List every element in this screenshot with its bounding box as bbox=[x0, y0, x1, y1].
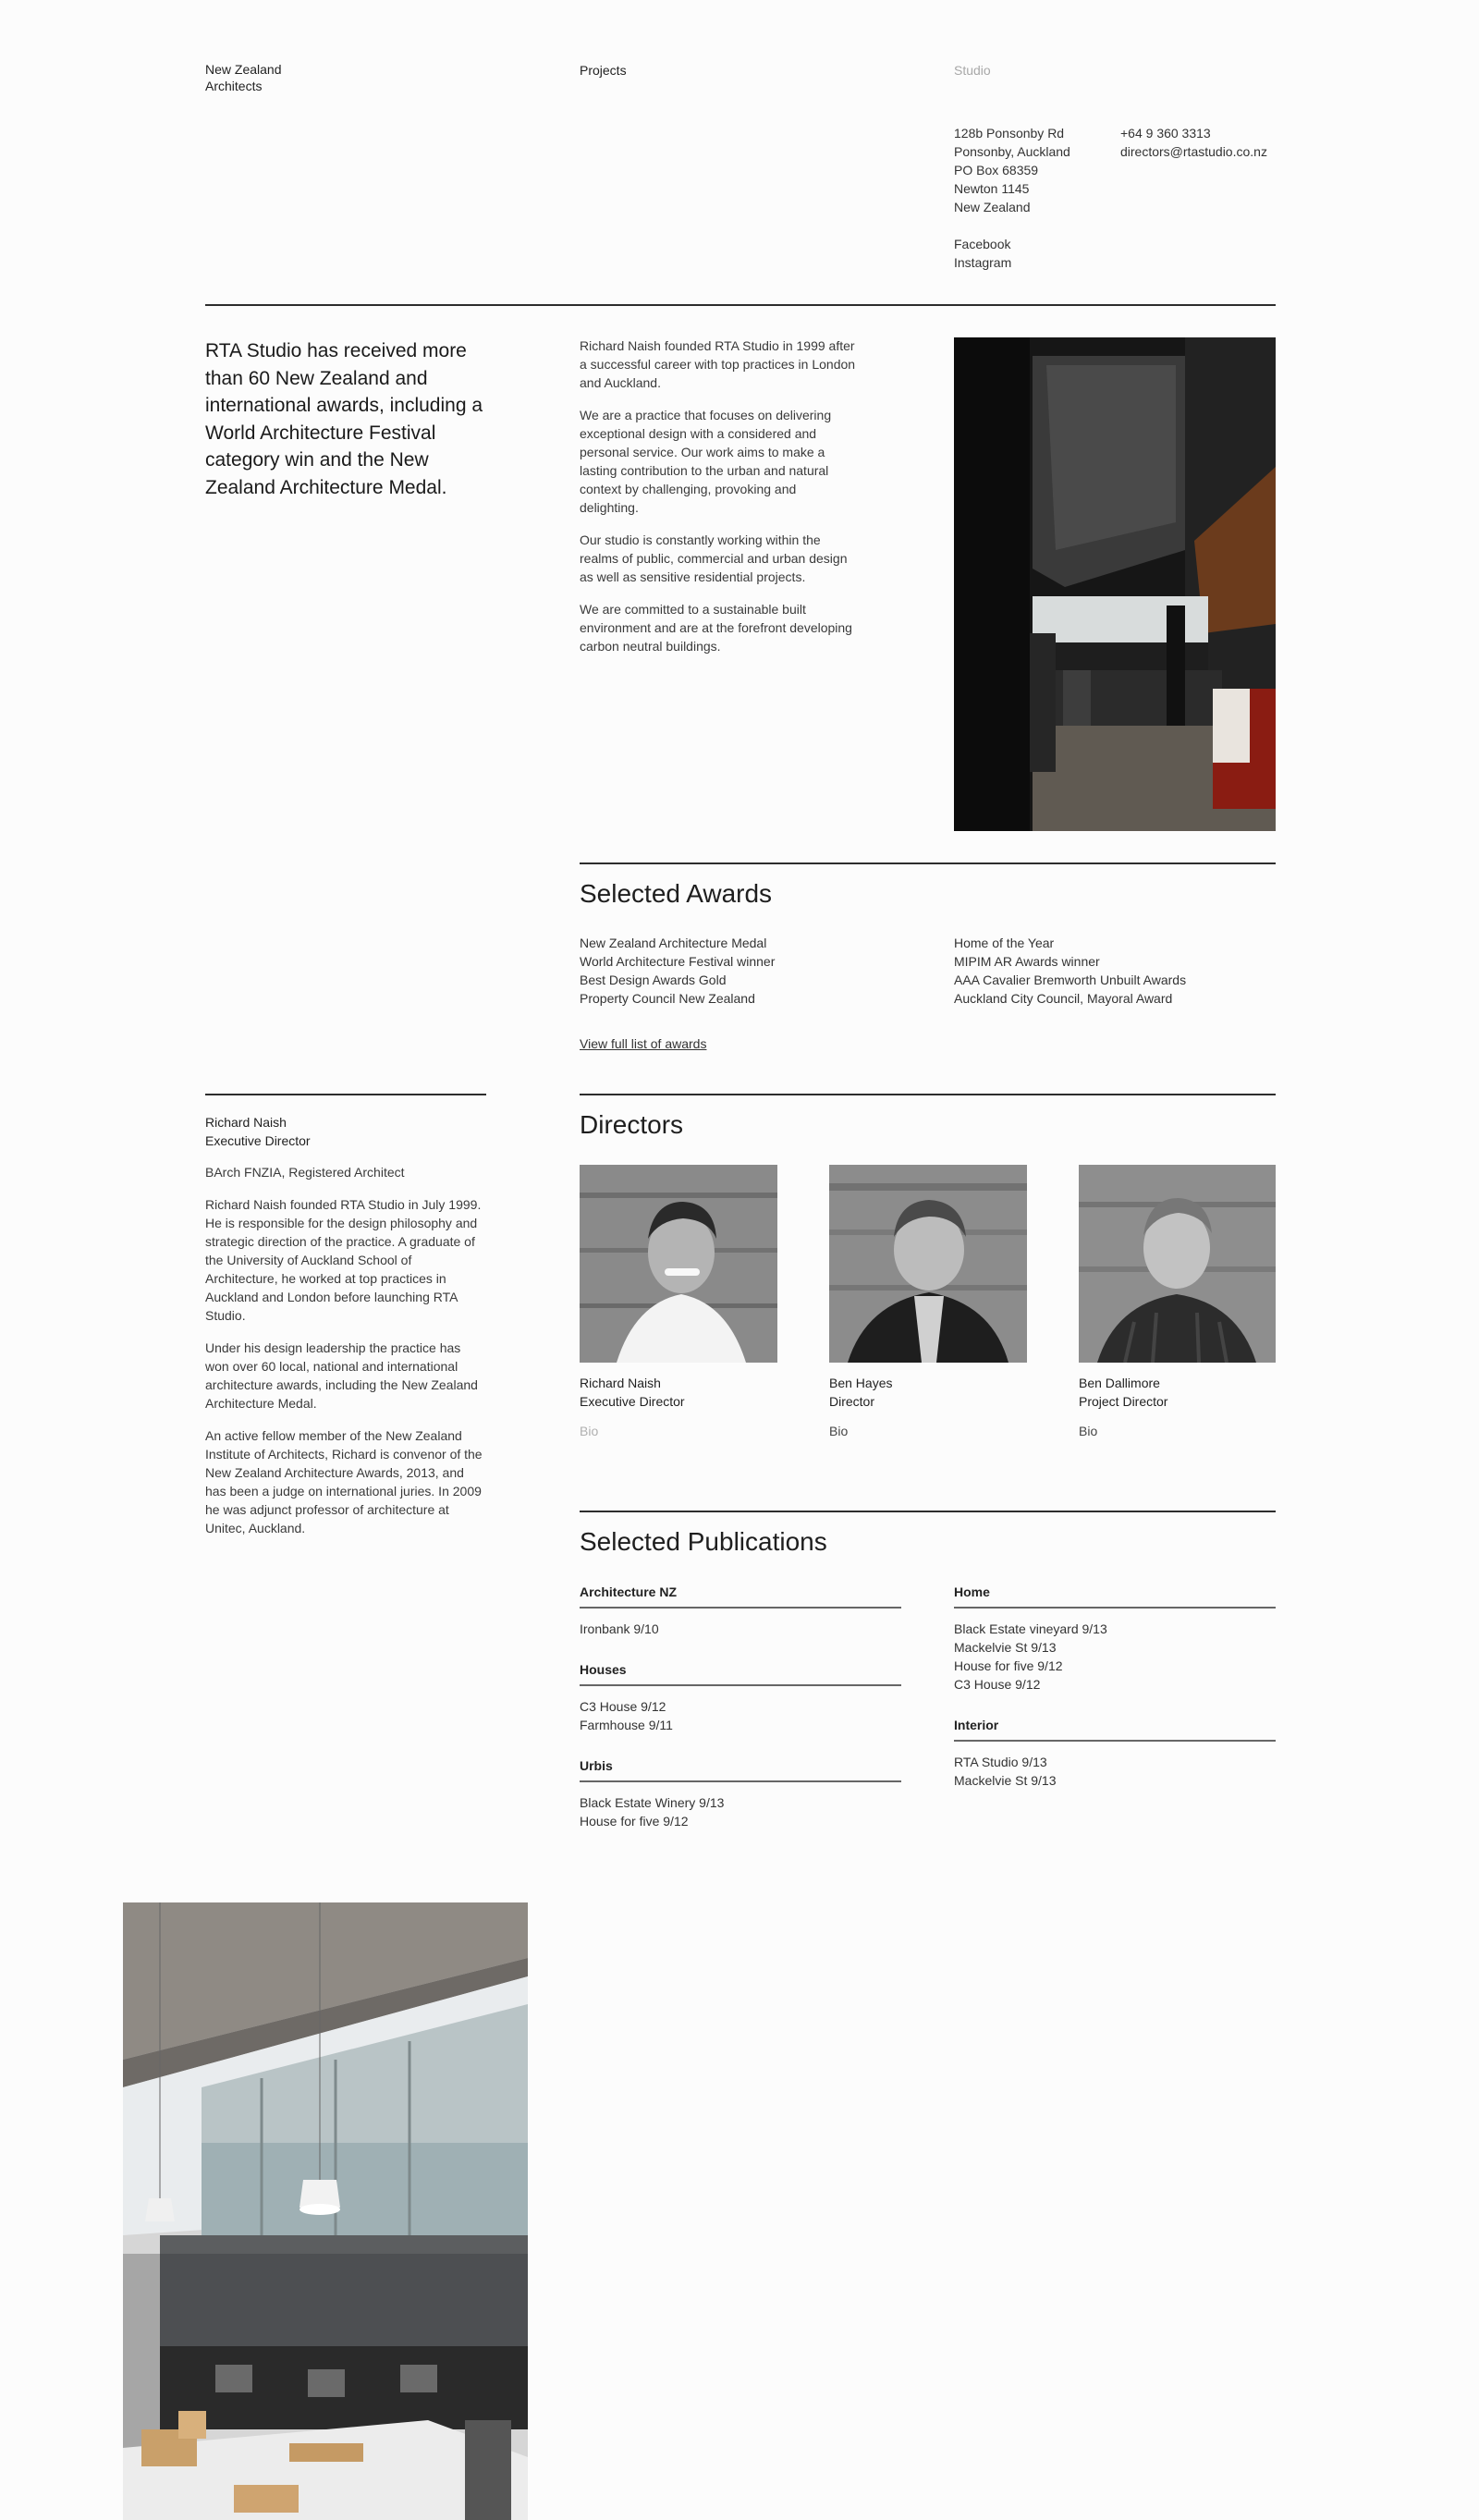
director-name: Richard Naish bbox=[580, 1376, 661, 1390]
publications-divider bbox=[580, 1511, 1276, 1512]
director-role: Director bbox=[829, 1394, 875, 1409]
logo-line-2: Architects bbox=[205, 79, 263, 93]
site-logo[interactable] bbox=[205, 61, 282, 94]
phone-number: +64 9 360 3313 bbox=[1120, 126, 1211, 141]
publications-col-right bbox=[954, 1583, 1276, 1804]
award-item: MIPIM AR Awards winner bbox=[954, 954, 1100, 969]
email-link[interactable]: directors@rtastudio.co.nz bbox=[1120, 144, 1267, 159]
publication-list bbox=[580, 1620, 901, 1638]
nav-studio-link[interactable]: Studio bbox=[954, 63, 991, 78]
director-photo[interactable] bbox=[829, 1165, 1027, 1363]
address-line: 128b Ponsonby Rd bbox=[954, 126, 1065, 141]
awards-title: Selected Awards bbox=[580, 879, 773, 908]
view-all-awards-link[interactable]: View full list of awards bbox=[580, 1036, 707, 1051]
studio-contact bbox=[1120, 124, 1267, 161]
director-name: Ben Dallimore bbox=[1079, 1376, 1160, 1390]
award-item: World Architecture Festival winner bbox=[580, 954, 776, 969]
publication-heading: Home bbox=[954, 1583, 1276, 1609]
director-name: Ben Hayes bbox=[829, 1376, 893, 1390]
award-item: New Zealand Architecture Medal bbox=[580, 936, 767, 950]
bio-paragraph: Under his design leadership the practice has won over 60 local, national and international architecture awards, including the New Zealand Architecture Medal. bbox=[205, 1340, 478, 1411]
intro-paragraph: Richard Naish founded RTA Studio in 1999 after a successful career with top practices in London and Auckland. bbox=[580, 338, 856, 390]
studio-interior-photo bbox=[954, 337, 1276, 831]
publication-group bbox=[580, 1583, 901, 1638]
publication-heading: Houses bbox=[580, 1660, 901, 1686]
publication-group bbox=[954, 1583, 1276, 1694]
directors-divider bbox=[580, 1094, 1276, 1095]
director-card[interactable] bbox=[580, 1165, 777, 1438]
publication-item: Mackelvie St 9/13 bbox=[954, 1773, 1057, 1788]
director-role: Project Director bbox=[1079, 1394, 1168, 1409]
intro-paragraph: We are committed to a sustainable built environment and are at the forefront developing carbon neutral buildings. bbox=[580, 602, 852, 654]
publication-item: Mackelvie St 9/13 bbox=[954, 1640, 1057, 1655]
publication-item: House for five 9/12 bbox=[580, 1814, 689, 1829]
intro-paragraph: Our studio is constantly working within the realms of public, commercial and urban design as well as sensitive residential projects. bbox=[580, 532, 848, 584]
award-item: Home of the Year bbox=[954, 936, 1055, 950]
publications-col-left bbox=[580, 1583, 901, 1845]
bio-paragraph: An active fellow member of the New Zealand Institute of Architects, Richard is convenor of the New Zealand Architecture Awards, 2013, and has been a judge on international juries. In 2009 he was adjunct professor of architecture at Unitec, Auckland. bbox=[205, 1428, 483, 1535]
publication-item: C3 House 9/12 bbox=[580, 1699, 666, 1714]
publication-item: House for five 9/12 bbox=[954, 1658, 1063, 1673]
director-photo[interactable] bbox=[1079, 1165, 1276, 1363]
awards-list-left bbox=[580, 934, 775, 1008]
bio-credentials: BArch FNZIA, Registered Architect bbox=[205, 1165, 405, 1180]
publication-group bbox=[580, 1756, 901, 1830]
publication-list bbox=[954, 1753, 1276, 1790]
director-portrait-image bbox=[580, 1165, 777, 1363]
studio-address bbox=[954, 124, 1070, 272]
director-card[interactable] bbox=[1079, 1165, 1276, 1438]
bio-paragraph: Richard Naish founded RTA Studio in July 1999. He is responsible for the design philosophy and strategic direction of the practice. A graduate of the University of Auckland School of Architecture, he worked at top practices in Auckland and London before launching RTA Studio. bbox=[205, 1197, 482, 1323]
award-item: AAA Cavalier Bremworth Unbuilt Awards bbox=[954, 973, 1187, 987]
intro-lead: RTA Studio has received more than 60 New Zealand and international awards, including a World Architecture Festival category win and the New Zealand Architecture Medal. bbox=[205, 340, 483, 498]
publication-item: C3 House 9/12 bbox=[954, 1677, 1041, 1692]
publication-list bbox=[954, 1620, 1276, 1694]
studio-interior-image bbox=[954, 337, 1276, 831]
header-divider bbox=[205, 304, 1276, 306]
publication-item: Black Estate Winery 9/13 bbox=[580, 1795, 725, 1810]
nav-projects-link[interactable]: Projects bbox=[580, 63, 627, 78]
award-item: Property Council New Zealand bbox=[580, 991, 755, 1006]
awards-list-right bbox=[954, 934, 1186, 1008]
publication-list bbox=[580, 1793, 901, 1830]
director-bio-link[interactable]: Bio bbox=[829, 1424, 849, 1438]
directors-title: Directors bbox=[580, 1110, 684, 1139]
address-line: Ponsonby, Auckland bbox=[954, 144, 1070, 159]
publication-item: RTA Studio 9/13 bbox=[954, 1755, 1047, 1769]
address-line: PO Box 68359 bbox=[954, 163, 1039, 177]
publication-item: Farmhouse 9/11 bbox=[580, 1718, 673, 1732]
office-interior-photo bbox=[123, 1902, 528, 2520]
logo-line-1: New Zealand bbox=[205, 62, 282, 77]
director-portrait-image bbox=[1079, 1165, 1276, 1363]
publication-item: Black Estate vineyard 9/13 bbox=[954, 1621, 1107, 1636]
director-bio-panel bbox=[205, 1113, 486, 1551]
award-item: Best Design Awards Gold bbox=[580, 973, 727, 987]
award-item: Auckland City Council, Mayoral Award bbox=[954, 991, 1173, 1006]
director-bio-link[interactable]: Bio bbox=[1079, 1424, 1098, 1438]
publication-heading: Interior bbox=[954, 1716, 1276, 1742]
director-card[interactable] bbox=[829, 1165, 1027, 1438]
publication-item: Ironbank 9/10 bbox=[580, 1621, 659, 1636]
instagram-link[interactable]: Instagram bbox=[954, 255, 1012, 270]
publication-list bbox=[580, 1697, 901, 1734]
publication-heading: Urbis bbox=[580, 1756, 901, 1782]
director-role: Executive Director bbox=[580, 1394, 685, 1409]
director-bio-link[interactable]: Bio bbox=[580, 1424, 599, 1438]
address-line: New Zealand bbox=[954, 200, 1031, 214]
publication-group bbox=[954, 1716, 1276, 1790]
address-line: Newton 1145 bbox=[954, 181, 1030, 196]
facebook-link[interactable]: Facebook bbox=[954, 237, 1011, 251]
office-interior-image bbox=[123, 1902, 528, 2520]
intro-paragraph: We are a practice that focuses on delivering exceptional design with a considered and personal service. Our work aims to make a lasting contribution to the urban and natural context by challenging, provoking and delighting. bbox=[580, 408, 832, 515]
publications-title: Selected Publications bbox=[580, 1527, 827, 1556]
publication-group bbox=[580, 1660, 901, 1734]
awards-divider bbox=[580, 862, 1276, 864]
bio-role: Executive Director bbox=[205, 1133, 311, 1148]
bio-name: Richard Naish bbox=[205, 1115, 287, 1130]
bio-divider bbox=[205, 1094, 486, 1095]
publication-heading: Architecture NZ bbox=[580, 1583, 901, 1609]
director-portrait-image bbox=[829, 1165, 1027, 1363]
intro-text bbox=[580, 336, 857, 669]
director-photo[interactable] bbox=[580, 1165, 777, 1363]
